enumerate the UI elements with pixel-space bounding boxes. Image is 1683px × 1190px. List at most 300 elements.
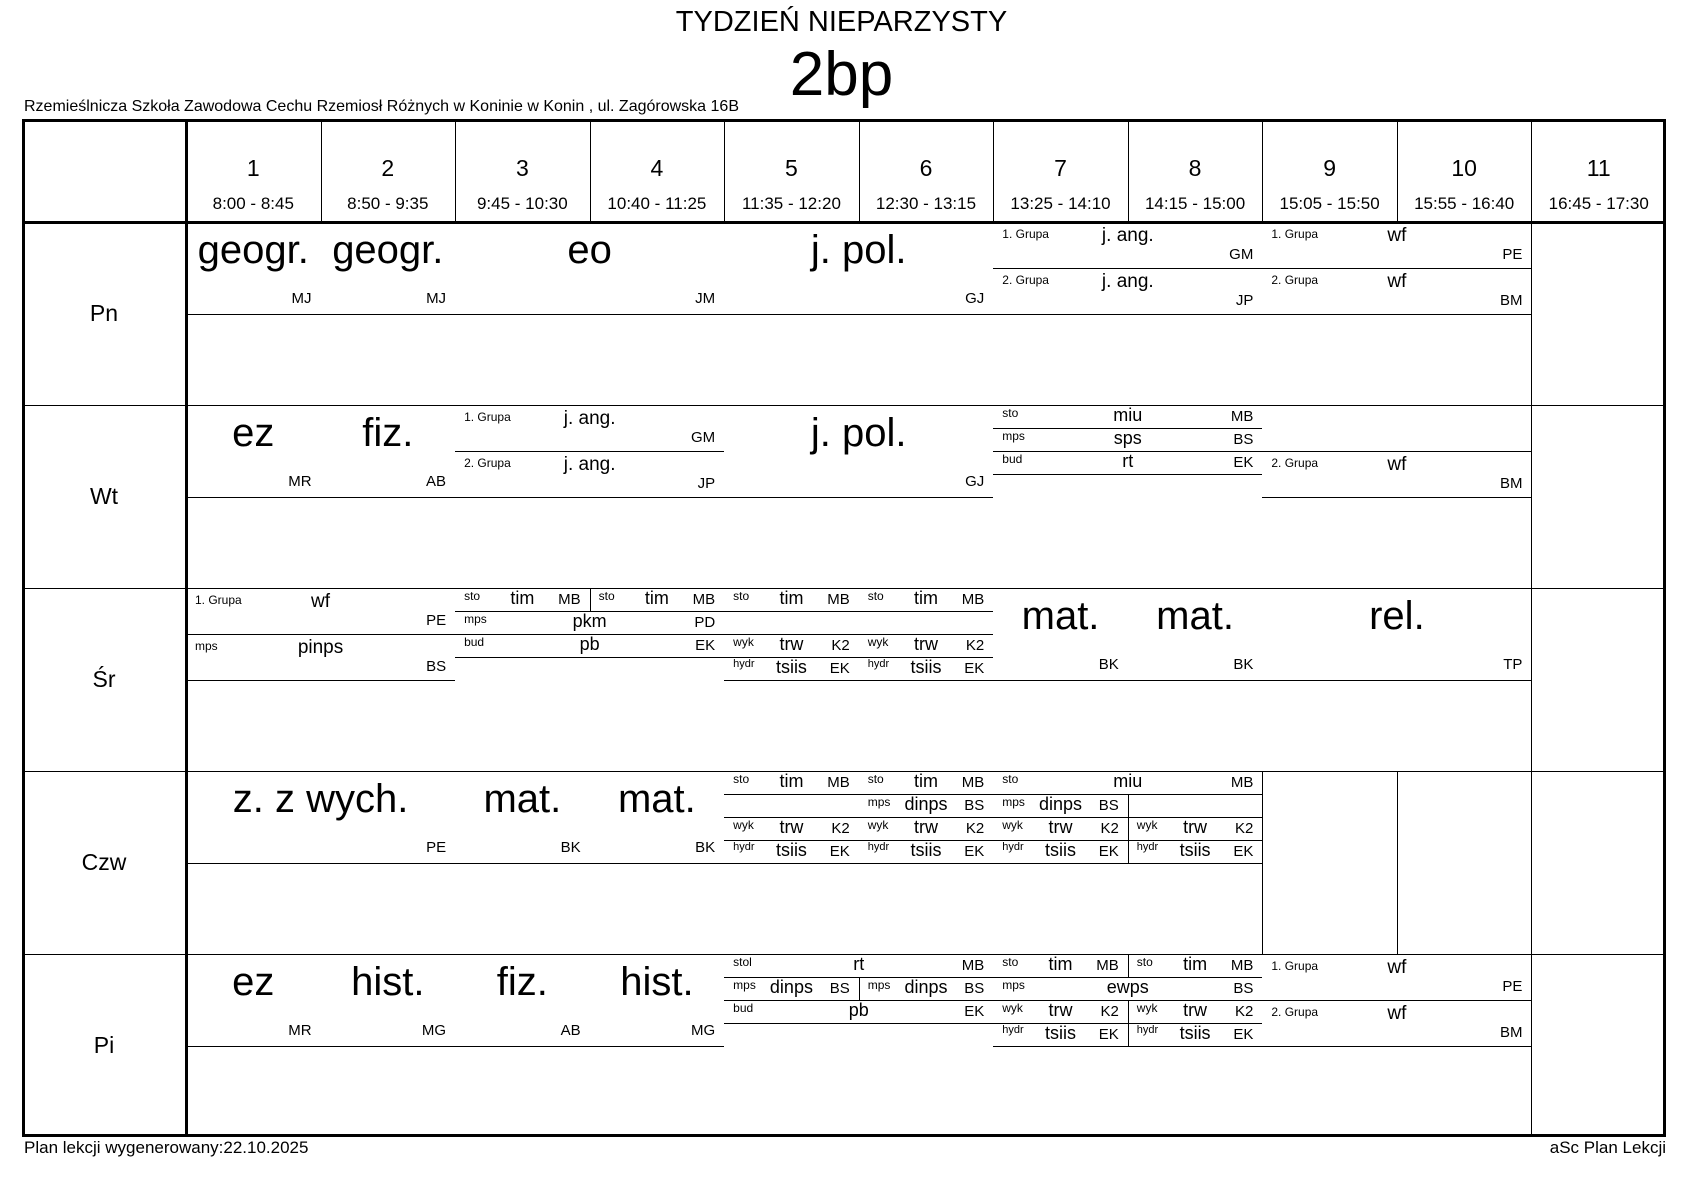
- lesson-cell: [724, 771, 859, 954]
- subject-label: trw: [1183, 816, 1208, 837]
- lesson-cell: [1262, 588, 1531, 771]
- subject-label: tim: [1048, 954, 1073, 974]
- lesson-cell: [321, 405, 456, 588]
- teacher-label: MB: [1096, 957, 1119, 974]
- group-label: 2. Grupa: [464, 455, 511, 470]
- teacher-label: BK: [695, 838, 716, 856]
- group-label: 1. Grupa: [464, 410, 511, 424]
- lesson-slot: [1262, 954, 1531, 1000]
- teacher-label: PE: [426, 611, 447, 629]
- period-number: 5: [785, 155, 798, 181]
- lesson-slot: [859, 657, 994, 680]
- lesson-cell: [993, 222, 1262, 405]
- cell-separator: [1397, 771, 1398, 954]
- subject-label: trw: [913, 633, 938, 654]
- teacher-label: MB: [1230, 408, 1254, 425]
- lesson-slot: [993, 1023, 1128, 1046]
- subject-label: mat.: [483, 776, 562, 821]
- subject-label: tim: [779, 771, 804, 791]
- subject-label: dinps: [904, 793, 948, 814]
- period-header: [186, 119, 321, 222]
- lesson-cell: [186, 405, 321, 588]
- teacher-label: EK: [1233, 842, 1254, 860]
- subject-label: hist.: [351, 959, 425, 1004]
- teacher-label: K2: [1234, 819, 1254, 837]
- period-time: 11:35 - 12:20: [741, 194, 841, 213]
- timetable-grid: [22, 119, 1666, 1137]
- teacher-label: GM: [1229, 245, 1254, 263]
- lesson-cell: [455, 405, 724, 588]
- lesson-slot: [455, 588, 590, 611]
- lesson-cell: [1128, 588, 1263, 771]
- lesson-slot: [1128, 817, 1263, 840]
- lesson-slot: [859, 840, 994, 863]
- group-label: bud: [733, 1000, 754, 1015]
- row-separator: [455, 1046, 590, 1047]
- row-separator: [1262, 1046, 1531, 1047]
- teacher-label: PE: [426, 838, 447, 856]
- teacher-label: BM: [1499, 474, 1523, 492]
- lesson-slot: [186, 634, 455, 680]
- lesson-slot: [724, 588, 859, 611]
- teacher-label: K2: [965, 819, 985, 837]
- teacher-label: EK: [1233, 453, 1254, 471]
- lesson-cell: [724, 588, 859, 771]
- day-label: Śr: [92, 665, 116, 692]
- lesson-slot: [859, 817, 994, 840]
- lesson-cell: [455, 771, 590, 954]
- lesson-slot: [1262, 405, 1531, 451]
- lesson-slot: [1262, 451, 1531, 497]
- lesson-cell: [186, 954, 321, 1137]
- period-time: 9:45 - 10:30: [476, 194, 568, 213]
- row-separator: [1262, 680, 1531, 681]
- group-label: sto: [1002, 772, 1019, 786]
- lesson-cell: [1262, 222, 1531, 405]
- teacher-label: MJ: [426, 289, 447, 307]
- row-separator: [724, 863, 859, 864]
- row-separator: [186, 1046, 321, 1047]
- row-separator: [993, 314, 1262, 315]
- lesson-slot: [993, 817, 1128, 840]
- subject-label: wf: [1387, 956, 1407, 978]
- group-label: 1. Grupa: [1002, 227, 1049, 241]
- subject-label: pkm: [572, 610, 607, 631]
- subject-label: pb: [579, 633, 600, 654]
- group-label: mps: [867, 794, 891, 809]
- lesson-slot: [859, 634, 994, 657]
- slot-separator: [1128, 840, 1129, 863]
- teacher-label: MB: [692, 591, 716, 608]
- teacher-label: BS: [1233, 979, 1254, 997]
- subject-label: wf: [1387, 1002, 1407, 1024]
- slot-separator: [859, 977, 860, 1000]
- lesson-slot: [859, 588, 994, 611]
- group-label: hydr: [733, 840, 755, 853]
- period-header: [724, 119, 859, 222]
- teacher-label: AB: [426, 472, 447, 490]
- subject-label: wf: [311, 590, 331, 612]
- lesson-slot: [724, 840, 859, 863]
- group-label: 2. Grupa: [1271, 1004, 1319, 1019]
- lesson-slot: [321, 954, 456, 1046]
- period-time: 10:40 - 11:25: [607, 194, 707, 213]
- teacher-label: K2: [831, 819, 850, 837]
- week-title: TYDZIEŃ NIEPARZYSTY: [675, 6, 1008, 38]
- subject-label: tim: [913, 588, 938, 608]
- subject-label: tsiis: [775, 839, 807, 860]
- lesson-slot: [455, 611, 724, 634]
- group-label: hydr: [1002, 1023, 1024, 1036]
- lesson-cell: [590, 954, 725, 1137]
- lesson-slot: [993, 428, 1262, 451]
- slot-separator: [1128, 1000, 1129, 1023]
- row-separator: [590, 863, 725, 864]
- lesson-slot: [1128, 840, 1263, 863]
- teacher-label: EK: [964, 842, 985, 860]
- group-label: 1. Grupa: [195, 593, 242, 607]
- subject-label: mat.: [1156, 593, 1234, 638]
- subject-label: j. ang.: [1101, 270, 1154, 292]
- teacher-label: K2: [1100, 819, 1119, 837]
- subject-label: tsiis: [1045, 1022, 1077, 1043]
- group-label: sto: [1002, 955, 1019, 969]
- group-label: sto: [733, 772, 750, 786]
- lesson-slot: [1128, 794, 1263, 817]
- lesson-slot: [724, 954, 993, 977]
- group-label: wyk: [1002, 817, 1023, 832]
- subject-label: ewps: [1106, 976, 1149, 997]
- lesson-slot: [590, 954, 725, 1046]
- lesson-slot: [724, 794, 859, 817]
- period-number: 9: [1323, 155, 1337, 181]
- group-label: mps: [464, 611, 487, 626]
- lesson-cell: [724, 222, 993, 405]
- group-label: mps: [733, 977, 756, 992]
- teacher-label: GJ: [965, 289, 985, 307]
- subject-label: tim: [1183, 954, 1208, 974]
- teacher-label: K2: [1100, 1002, 1119, 1020]
- teacher-label: GM: [690, 428, 716, 446]
- teacher-label: BM: [1499, 1023, 1523, 1041]
- group-label: mps: [867, 977, 891, 992]
- day-label: Czw: [81, 848, 127, 875]
- teacher-label: MG: [690, 1021, 716, 1039]
- group-label: 1. Grupa: [1271, 959, 1319, 973]
- teacher-label: MB: [827, 591, 850, 608]
- row-separator: [321, 1046, 456, 1047]
- group-label: mps: [1002, 794, 1025, 809]
- lesson-cell: [1262, 405, 1531, 588]
- lesson-slot: [455, 954, 590, 1046]
- subject-label: geogr.: [197, 227, 309, 272]
- row-separator: [455, 657, 724, 658]
- group-label: wyk: [733, 817, 754, 832]
- teacher-label: K2: [965, 636, 985, 654]
- row-separator: [455, 314, 724, 315]
- teacher-label: K2: [831, 636, 850, 654]
- subject-label: trw: [779, 633, 804, 654]
- teacher-label: BS: [964, 979, 985, 997]
- subject-label: eo: [567, 227, 612, 272]
- row-separator: [455, 497, 724, 498]
- row-separator: [993, 1046, 1262, 1047]
- group-label: 1. Grupa: [1271, 227, 1319, 241]
- cell-separator: [1531, 588, 1532, 771]
- subject-label: ez: [232, 410, 275, 455]
- period-header: [455, 119, 590, 222]
- group-label: mps: [1002, 428, 1025, 443]
- lesson-cell: [455, 954, 590, 1137]
- teacher-label: JP: [1235, 291, 1254, 309]
- subject-label: pinps: [297, 636, 344, 658]
- subject-label: fiz.: [362, 410, 414, 455]
- teacher-label: EK: [695, 636, 716, 654]
- lesson-slot: [455, 222, 724, 314]
- lesson-slot: [186, 588, 455, 634]
- lesson-cell: [321, 222, 456, 405]
- teacher-label: EK: [829, 659, 850, 677]
- lesson-slot: [455, 771, 590, 863]
- lesson-slot: [1128, 1000, 1263, 1023]
- lesson-slot: [321, 405, 456, 497]
- period-number: 1: [246, 155, 260, 181]
- period-header: [590, 119, 725, 222]
- software-credit: aSc Plan Lekcji: [1549, 1138, 1666, 1157]
- period-number: 10: [1451, 155, 1477, 181]
- subject-label: wf: [1387, 270, 1407, 292]
- period-header: [1397, 119, 1532, 222]
- teacher-label: MR: [288, 1021, 312, 1039]
- lesson-slot: [724, 634, 859, 657]
- subject-label: rt: [1122, 450, 1134, 471]
- row-separator: [1128, 680, 1263, 681]
- teacher-label: MG: [421, 1021, 447, 1039]
- lesson-slot: [993, 268, 1262, 314]
- teacher-label: MB: [1230, 774, 1254, 791]
- teacher-label: BS: [426, 657, 447, 675]
- subject-label: j. ang.: [563, 453, 616, 475]
- cell-separator: [1531, 771, 1532, 954]
- subject-label: mat.: [1021, 593, 1100, 638]
- period-time: 16:45 - 17:30: [1548, 194, 1649, 213]
- lesson-slot: [859, 771, 994, 794]
- row-separator: [724, 680, 859, 681]
- period-header: [321, 119, 456, 222]
- lesson-slot: [993, 1000, 1128, 1023]
- period-header: [1128, 119, 1263, 222]
- row-separator: [186, 314, 321, 315]
- period-number: 2: [381, 155, 395, 181]
- lesson-cell: [859, 771, 994, 954]
- subject-label: tim: [913, 771, 938, 791]
- subject-label: pb: [848, 999, 869, 1020]
- lesson-cell: [993, 588, 1128, 771]
- subject-label: trw: [1183, 999, 1208, 1020]
- subject-label: tim: [779, 588, 804, 608]
- day-label: Pn: [89, 299, 119, 326]
- lesson-slot: [993, 451, 1262, 474]
- lesson-cell: [859, 588, 994, 771]
- group-label: wyk: [1002, 1000, 1023, 1015]
- subject-label: dinps: [1039, 793, 1083, 814]
- subject-label: miu: [1113, 405, 1143, 425]
- subject-label: tsiis: [910, 839, 942, 860]
- subject-label: trw: [913, 816, 938, 837]
- row-separator: [455, 863, 590, 864]
- period-time: 8:00 - 8:45: [212, 194, 294, 213]
- lesson-slot: [724, 405, 993, 497]
- period-number: 11: [1586, 155, 1611, 181]
- teacher-label: GJ: [965, 472, 985, 490]
- row-separator: [993, 474, 1262, 475]
- lesson-slot: [724, 222, 993, 314]
- subject-label: geogr.: [332, 227, 444, 272]
- cell-separator: [1531, 954, 1532, 1137]
- group-label: sto: [867, 589, 884, 603]
- subject-label: tsiis: [1045, 839, 1077, 860]
- row-separator: [1262, 314, 1531, 315]
- lesson-slot: [993, 794, 1128, 817]
- teacher-label: MB: [827, 774, 850, 791]
- teacher-label: K2: [1234, 1002, 1254, 1020]
- lesson-cell: [993, 405, 1262, 588]
- lesson-slot: [590, 771, 725, 863]
- group-label: sto: [867, 772, 884, 786]
- subject-label: dinps: [904, 976, 948, 997]
- row-separator: [186, 863, 455, 864]
- row-separator: [859, 863, 994, 864]
- subject-label: trw: [1048, 999, 1073, 1020]
- lesson-slot: [859, 794, 994, 817]
- teacher-label: MJ: [291, 289, 312, 307]
- cell-separator: [1262, 771, 1263, 954]
- group-label: wyk: [867, 817, 889, 832]
- teacher-label: BK: [560, 838, 581, 856]
- teacher-label: EK: [829, 842, 850, 860]
- row-separator: [993, 680, 1128, 681]
- lesson-slot: [186, 771, 455, 863]
- group-label: sto: [733, 589, 750, 603]
- day-label: Pi: [93, 1031, 115, 1058]
- cell-separator: [1531, 405, 1532, 588]
- lesson-slot: [1262, 1000, 1531, 1046]
- slot-separator: [1128, 1023, 1129, 1046]
- lesson-slot: [455, 451, 724, 497]
- lesson-slot: [724, 611, 859, 634]
- teacher-label: MB: [1230, 957, 1254, 974]
- subject-label: tim: [510, 588, 535, 608]
- subject-label: j. pol.: [810, 227, 907, 272]
- lesson-slot: [993, 840, 1128, 863]
- subject-label: rel.: [1369, 593, 1425, 638]
- lesson-slot: [724, 771, 859, 794]
- school-name: Rzemieślnicza Szkoła Zawodowa Cechu Rzemiosł Różnych w Koninie w Konin , ul. Zagórowska 16B: [24, 98, 739, 115]
- period-time: 14:15 - 15:00: [1144, 194, 1246, 213]
- teacher-label: EK: [964, 1002, 985, 1020]
- row-separator: [724, 497, 993, 498]
- subject-label: tsiis: [1179, 1022, 1211, 1043]
- row-separator: [724, 1023, 993, 1024]
- subject-label: sps: [1113, 427, 1142, 448]
- lesson-slot: [724, 657, 859, 680]
- lesson-slot: [859, 977, 994, 1000]
- lesson-cell: [724, 405, 993, 588]
- subject-label: tsiis: [910, 656, 942, 677]
- lesson-cell: [321, 954, 456, 1137]
- group-label: sto: [598, 589, 615, 603]
- subject-label: trw: [779, 816, 804, 837]
- teacher-label: AB: [560, 1021, 581, 1039]
- row-separator: [859, 680, 994, 681]
- class-title: 2bp: [789, 40, 894, 109]
- group-label: sto: [464, 589, 481, 603]
- period-number: 6: [919, 155, 933, 181]
- lesson-slot: [859, 611, 994, 634]
- teacher-label: PE: [1502, 977, 1523, 995]
- subject-label: j. ang.: [1101, 224, 1154, 246]
- period-time: 12:30 - 13:15: [875, 194, 977, 213]
- teacher-label: TP: [1503, 655, 1523, 673]
- subject-label: rt: [853, 954, 865, 974]
- lesson-cell: [186, 222, 321, 405]
- generated-date: Plan lekcji wygenerowany:22.10.2025: [24, 1138, 309, 1157]
- day-label: Wt: [89, 482, 119, 509]
- subject-label: z. z wych.: [232, 776, 409, 821]
- group-label: stol: [733, 955, 752, 969]
- lesson-slot: [993, 954, 1128, 977]
- lesson-slot: [186, 954, 321, 1046]
- teacher-label: MB: [961, 774, 985, 791]
- period-time: 15:55 - 16:40: [1414, 194, 1515, 213]
- subject-label: tim: [644, 588, 669, 608]
- lesson-slot: [1128, 588, 1263, 680]
- row-separator: [1262, 497, 1531, 498]
- subject-label: wf: [1387, 453, 1407, 475]
- subject-label: dinps: [769, 976, 813, 997]
- group-label: hydr: [867, 657, 890, 670]
- teacher-label: PE: [1502, 245, 1523, 263]
- lesson-slot: [993, 405, 1262, 428]
- teacher-label: EK: [964, 659, 985, 677]
- teacher-label: MB: [961, 591, 985, 608]
- slot-separator: [1128, 794, 1129, 817]
- teacher-label: EK: [1098, 1025, 1119, 1043]
- group-label: sto: [1002, 406, 1019, 420]
- row-separator: [724, 314, 993, 315]
- lesson-slot: [724, 977, 859, 1000]
- period-number: 3: [515, 155, 529, 181]
- teacher-label: MB: [558, 591, 581, 608]
- period-header: [1262, 119, 1397, 222]
- group-label: hydr: [1136, 1023, 1159, 1036]
- row-separator: [993, 863, 1262, 864]
- lesson-slot: [993, 771, 1262, 794]
- teacher-label: JM: [695, 289, 716, 307]
- lesson-cell: [724, 954, 993, 1137]
- teacher-label: BM: [1499, 291, 1523, 309]
- group-label: wyk: [867, 634, 889, 649]
- subject-label: j. ang.: [563, 407, 616, 429]
- row-separator: [590, 1046, 725, 1047]
- lesson-slot: [186, 222, 321, 314]
- group-label: mps: [1002, 977, 1025, 992]
- slot-separator: [1128, 954, 1129, 977]
- group-label: wyk: [733, 634, 754, 649]
- lesson-slot: [1262, 588, 1531, 680]
- group-label: bud: [1002, 451, 1023, 466]
- frame-right: [1663, 119, 1666, 1137]
